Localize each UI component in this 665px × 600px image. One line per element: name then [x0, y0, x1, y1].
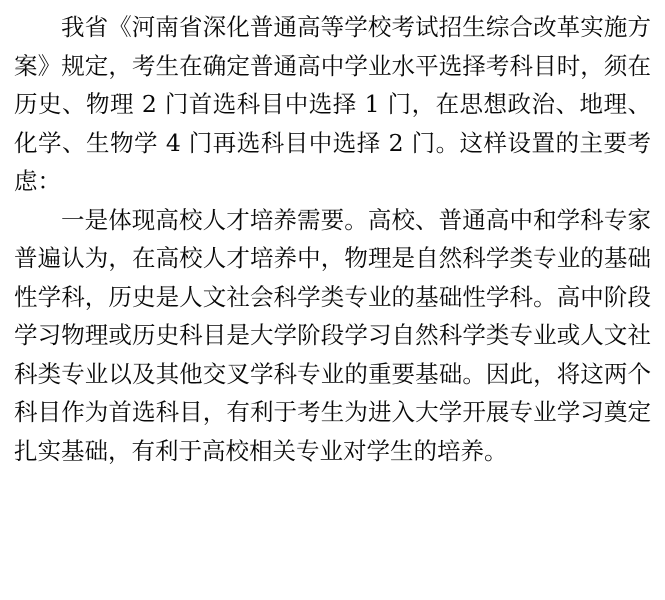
document-body: [14, 8, 651, 470]
paragraph-talent-cultivation: 一是体现高校人才培养需要。高校、普通高中和学科专家普遍认为，在高校人才培养中，物理是自然科学类专业的基础性学科，历史是人文社会科学类专业的基础性学科。高中阶段学习物理或历史科目是大学阶段学习自然科学类专业或人文社科类专业以及其他交叉学科专业的重要基础。因此，将这两个科目作为首选科目，有利于考生为进入大学开展专业学习奠定扎实基础，有利于高校相关专业对学生的培养。: [14, 205, 651, 465]
paragraph-policy-requirements: 我省《河南省深化普通高等学校考试招生综合改革实施方案》规定，考生在确定普通高中学业水平选择考科目时，须在历史、物理 2 门首选科目中选择 1 门，在思想政治、地理、化学、生物学 4 门再选科目中选择 2 门。这样设置的主要考虑：: [14, 13, 651, 195]
